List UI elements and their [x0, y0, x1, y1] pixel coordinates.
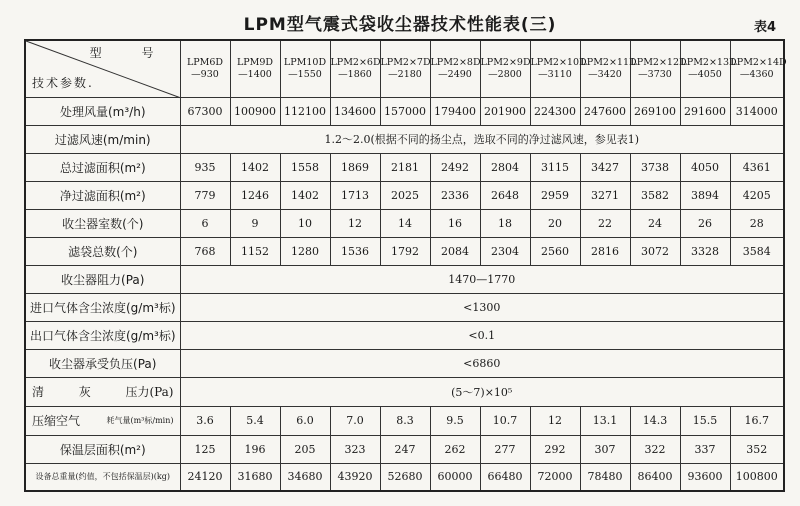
row-span-value: 1.2～2.0(根据不同的扬尘点，选取不同的净过滤风速，参见表1) [180, 125, 784, 153]
table-cell: 26 [680, 209, 730, 237]
table-row [25, 153, 784, 181]
table-cell: 20 [530, 209, 580, 237]
cleaning-label-b: 灰 [78, 385, 91, 399]
table-cell: 2804 [480, 153, 530, 181]
model-code: —2800 [488, 68, 522, 80]
row-label: 处理风量(m³/h) [25, 97, 180, 125]
table-cell: 60000 [430, 463, 480, 491]
table-cell: 3738 [630, 153, 680, 181]
table-cell: 292 [530, 435, 580, 463]
row-label: 净过滤面积(m²) [25, 181, 180, 209]
table-cell: 10 [280, 209, 330, 237]
air-consumption-label [25, 406, 180, 435]
table-cell: 2181 [380, 153, 430, 181]
table-row [25, 435, 784, 463]
model-header-cell [380, 40, 430, 97]
table-cell: 1558 [280, 153, 330, 181]
table-cell: 269100 [630, 97, 680, 125]
table-cell: 1246 [230, 181, 280, 209]
table-cell: 3328 [680, 237, 730, 265]
table-cell: 196 [230, 435, 280, 463]
table-row [25, 181, 784, 209]
table-cell: 12 [530, 406, 580, 435]
table-cell: 2025 [380, 181, 430, 209]
table-cell: 4361 [730, 153, 784, 181]
model-name: LPM2×12D [630, 56, 687, 68]
table-cell: 18 [480, 209, 530, 237]
table-cell: 16 [430, 209, 480, 237]
table-row [25, 463, 784, 491]
header-row [25, 40, 784, 97]
table-cell: 6 [180, 209, 230, 237]
table-cell: 201900 [480, 97, 530, 125]
page-title: LPM型气震式袋收尘器技术性能表(三) [243, 15, 557, 35]
model-label: 型 号 [89, 46, 172, 60]
model-header-cell [630, 40, 687, 97]
model-code: —3420 [588, 68, 622, 80]
row-label: 收尘器室数(个) [25, 209, 180, 237]
table-cell: 2084 [430, 237, 480, 265]
cleaning-pressure-label [25, 377, 180, 406]
model-header-cell [430, 40, 480, 97]
table-cell: 14 [380, 209, 430, 237]
table-cell: 100800 [730, 463, 784, 491]
table-cell: 224300 [530, 97, 580, 125]
consumption-label: 耗气量(m³标/min) [106, 415, 174, 425]
table-cell: 3427 [580, 153, 630, 181]
model-name: LPM9D [236, 56, 274, 68]
header-corner [25, 40, 180, 97]
table-tag: 表4 [753, 20, 776, 35]
table-row [25, 406, 784, 435]
table-cell: 67300 [180, 97, 230, 125]
table-cell: 28 [730, 209, 784, 237]
table-cell: 2304 [480, 237, 530, 265]
table-cell: 31680 [230, 463, 280, 491]
table-cell: 205 [280, 435, 330, 463]
table-cell: 1402 [230, 153, 280, 181]
table-cell: 12 [330, 209, 380, 237]
table-cell: 112100 [280, 97, 330, 125]
table-cell: 291600 [680, 97, 730, 125]
table-cell: 157000 [380, 97, 430, 125]
row-label: 保温层面积(m²) [25, 435, 180, 463]
table-cell: 93600 [680, 463, 730, 491]
table-cell: 16.7 [730, 406, 784, 435]
table-row [25, 293, 784, 321]
row-label: 过滤风速(m/min) [25, 125, 180, 153]
param-label: 技术参数. [32, 75, 94, 90]
model-name: LPM2×13D [680, 56, 737, 68]
table-cell: 935 [180, 153, 230, 181]
model-name: LPM2×11D [580, 56, 637, 68]
table-cell: 247600 [580, 97, 630, 125]
table-cell: 2492 [430, 153, 480, 181]
table-cell: 8.3 [380, 406, 430, 435]
model-name: LPM2×8D [430, 56, 481, 68]
row-label: 进口气体含尘浓度(g/m³标) [25, 293, 180, 321]
table-cell: 24 [630, 209, 680, 237]
table-row [25, 209, 784, 237]
model-name: LPM2×6D [330, 56, 381, 68]
model-code: —3730 [638, 68, 672, 80]
table-cell: 2959 [530, 181, 580, 209]
row-label: 收尘器阻力(Pa) [25, 265, 180, 293]
table-cell: 2648 [480, 181, 530, 209]
model-name: LPM2×14D [730, 56, 787, 68]
air-label: 压缩空气 [32, 414, 81, 428]
table-cell: 2816 [580, 237, 630, 265]
model-code: —4050 [688, 68, 722, 80]
model-code: —2180 [388, 68, 422, 80]
table-cell: 14.3 [630, 406, 680, 435]
table-cell: 247 [380, 435, 430, 463]
pressure-label: 压力(Pa) [125, 385, 174, 399]
model-header-cell [230, 40, 280, 97]
table-cell: 179400 [430, 97, 480, 125]
spec-table [24, 39, 785, 492]
table-cell: 72000 [530, 463, 580, 491]
row-label: 总过滤面积(m²) [25, 153, 180, 181]
table-row [25, 265, 784, 293]
model-header-cell [730, 40, 787, 97]
table-cell: 9 [230, 209, 280, 237]
table-cell: 7.0 [330, 406, 380, 435]
model-code: —3110 [538, 68, 572, 80]
table-row [25, 125, 784, 153]
row-span-value: 1470—1770 [180, 265, 784, 293]
table-cell: 9.5 [430, 406, 480, 435]
table-cell: 52680 [380, 463, 430, 491]
model-header-cell [680, 40, 737, 97]
table-cell: 1792 [380, 237, 430, 265]
model-header-cell [330, 40, 380, 97]
model-name: LPM2×10D [530, 56, 587, 68]
table-cell: 307 [580, 435, 630, 463]
row-span-value: <6860 [180, 349, 784, 377]
table-cell: 3072 [630, 237, 680, 265]
model-header-cell [280, 40, 330, 97]
table-cell: 5.4 [230, 406, 280, 435]
model-name: LPM6D [186, 56, 224, 68]
table-row [25, 97, 784, 125]
model-header-cell [480, 40, 530, 97]
table-cell: 1713 [330, 181, 380, 209]
table-cell: 3.6 [180, 406, 230, 435]
table-cell: 78480 [580, 463, 630, 491]
table-cell: 24120 [180, 463, 230, 491]
row-span-value: <1300 [180, 293, 784, 321]
table-cell: 779 [180, 181, 230, 209]
table-cell: 6.0 [280, 406, 330, 435]
row-label: 收尘器承受负压(Pa) [25, 349, 180, 377]
table-cell: 134600 [330, 97, 380, 125]
table-row [25, 349, 784, 377]
table-cell: 3271 [580, 181, 630, 209]
table-cell: 125 [180, 435, 230, 463]
table-cell: 1536 [330, 237, 380, 265]
table-cell: 1152 [230, 237, 280, 265]
table-cell: 1402 [280, 181, 330, 209]
row-label: 出口气体含尘浓度(g/m³标) [25, 321, 180, 349]
table-cell: 1280 [280, 237, 330, 265]
model-header-cell [180, 40, 230, 97]
model-code: —4360 [739, 68, 774, 80]
model-name: LPM10D [283, 56, 327, 68]
pressure-value: (5～7)×10⁵ [180, 377, 784, 406]
table-cell: 2560 [530, 237, 580, 265]
table-row [25, 321, 784, 349]
table-row [25, 237, 784, 265]
table-cell: 22 [580, 209, 630, 237]
model-code: —1400 [238, 68, 272, 80]
table-cell: 13.1 [580, 406, 630, 435]
table-cell: 262 [430, 435, 480, 463]
table-cell: 2336 [430, 181, 480, 209]
table-cell: 1869 [330, 153, 380, 181]
table-cell: 322 [630, 435, 680, 463]
table-cell: 352 [730, 435, 784, 463]
table-cell: 337 [680, 435, 730, 463]
table-cell: 4205 [730, 181, 784, 209]
table-cell: 3894 [680, 181, 730, 209]
table-cell: 277 [480, 435, 530, 463]
model-code: —1860 [338, 68, 372, 80]
table-cell: 43920 [330, 463, 380, 491]
model-name: LPM2×9D [480, 56, 531, 68]
table-cell: 34680 [280, 463, 330, 491]
model-name: LPM2×7D [380, 56, 431, 68]
row-label: 滤袋总数(个) [25, 237, 180, 265]
table-cell: 314000 [730, 97, 784, 125]
model-code: —930 [191, 68, 219, 80]
row-span-value: <0.1 [180, 321, 784, 349]
table-cell: 3115 [530, 153, 580, 181]
row-label: 设备总重量(约值，不包括保温层)(kg) [25, 463, 180, 491]
table-cell: 3584 [730, 237, 784, 265]
model-code: —2490 [438, 68, 472, 80]
model-code: —1550 [288, 68, 322, 80]
table-cell: 3582 [630, 181, 680, 209]
table-cell: 768 [180, 237, 230, 265]
table-cell: 86400 [630, 463, 680, 491]
table-cell: 323 [330, 435, 380, 463]
cleaning-label-a: 清 [32, 385, 45, 399]
table-cell: 66480 [480, 463, 530, 491]
table-row [25, 377, 784, 406]
table-cell: 100900 [230, 97, 280, 125]
table-cell: 15.5 [680, 406, 730, 435]
table-cell: 4050 [680, 153, 730, 181]
model-header-cell [530, 40, 587, 97]
model-header-cell [580, 40, 637, 97]
table-cell: 10.7 [480, 406, 530, 435]
